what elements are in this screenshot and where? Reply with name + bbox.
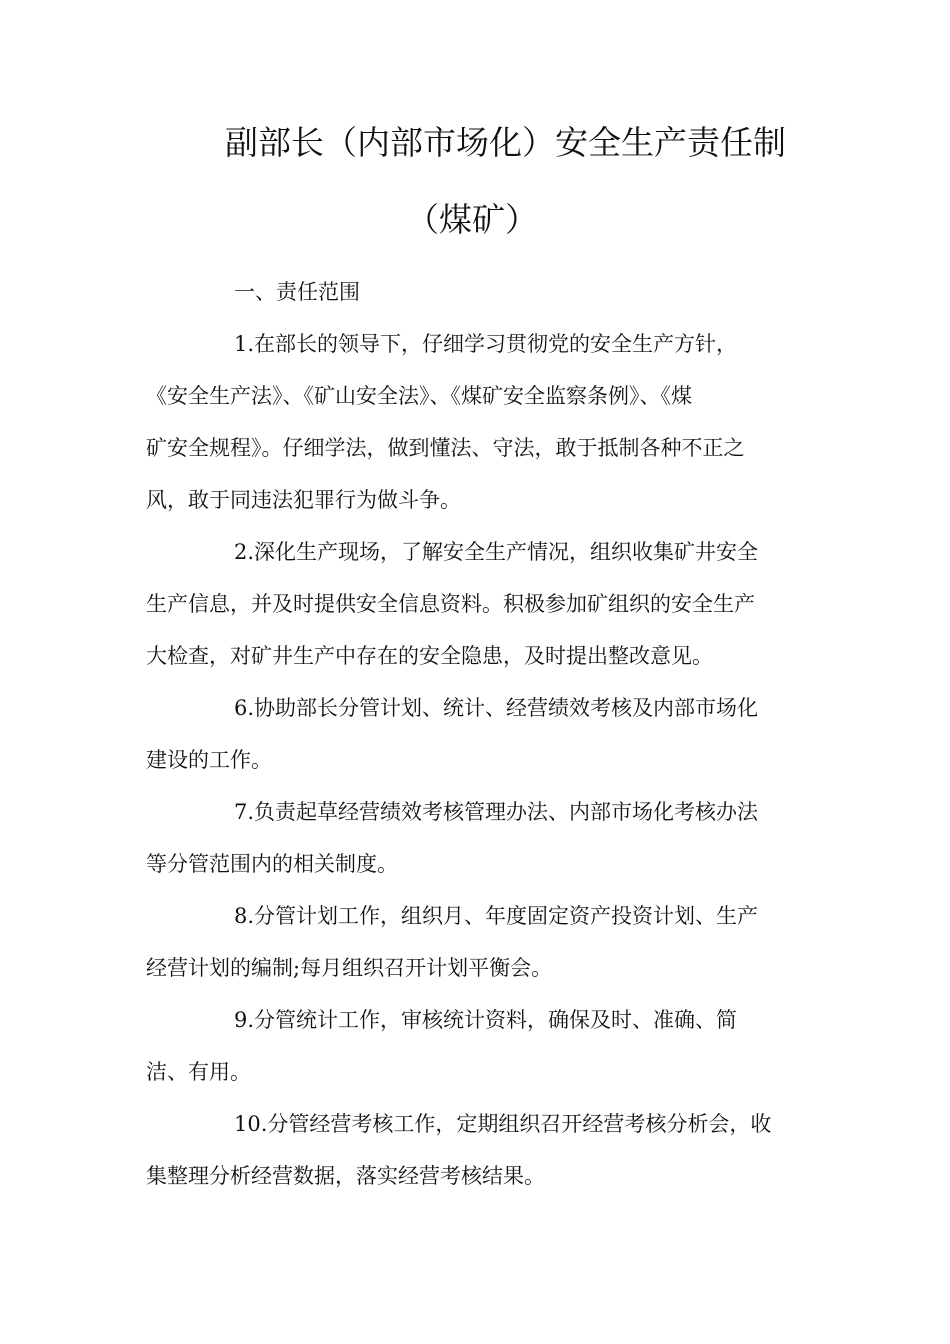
paragraph-6-line-2: 洁、有用。 xyxy=(146,1060,251,1084)
paragraph-4-line-1: 7.负责起草经营绩效考核管理办法、内部市场化考核办法 xyxy=(234,800,759,824)
section-heading: 一、责任范围 xyxy=(234,280,360,304)
paragraph-3-line-1: 6.协助部长分管计划、统计、经营绩效考核及内部市场化 xyxy=(234,696,759,720)
paragraph-7-line-1: 10.分管经营考核工作，定期组织召开经营考核分析会，收 xyxy=(234,1112,772,1136)
paragraph-1-line-4: 风，敢于同违法犯罪行为做斗争。 xyxy=(146,488,461,512)
document-title: 副部长（内部市场化）安全生产责任制 xyxy=(225,123,786,162)
document-subtitle: （煤矿） xyxy=(406,200,538,239)
paragraph-2-line-1: 2.深化生产现场，了解安全生产情况，组织收集矿井安全 xyxy=(234,540,759,564)
paragraph-7-line-2: 集整理分析经营数据，落实经营考核结果。 xyxy=(146,1164,545,1188)
paragraph-1-line-1: 1.在部长的领导下，仔细学习贯彻党的安全生产方针， xyxy=(234,332,738,356)
paragraph-6-line-1: 9.分管统计工作，审核统计资料，确保及时、准确、简 xyxy=(234,1008,738,1032)
document-body xyxy=(146,266,806,1202)
paragraph-5-line-1: 8.分管计划工作，组织月、年度固定资产投资计划、生产 xyxy=(234,904,759,928)
paragraph-2-line-3: 大检查，对矿井生产中存在的安全隐患，及时提出整改意见。 xyxy=(146,644,713,668)
paragraph-2-line-2: 生产信息，并及时提供安全信息资料。积极参加矿组织的安全生产 xyxy=(146,592,755,616)
paragraph-3-line-2: 建设的工作。 xyxy=(146,748,272,772)
paragraph-5-line-2: 经营计划的编制;每月组织召开计划平衡会。 xyxy=(146,956,553,980)
paragraph-1-line-3: 矿安全规程》。仔细学法，做到懂法、守法，敢于抵制各种不正之 xyxy=(146,436,745,460)
paragraph-4-line-2: 等分管范围内的相关制度。 xyxy=(146,852,398,876)
paragraph-1-line-2: 《安全生产法》、《矿山安全法》、《煤矿安全监察条例》、《煤 xyxy=(146,384,692,408)
